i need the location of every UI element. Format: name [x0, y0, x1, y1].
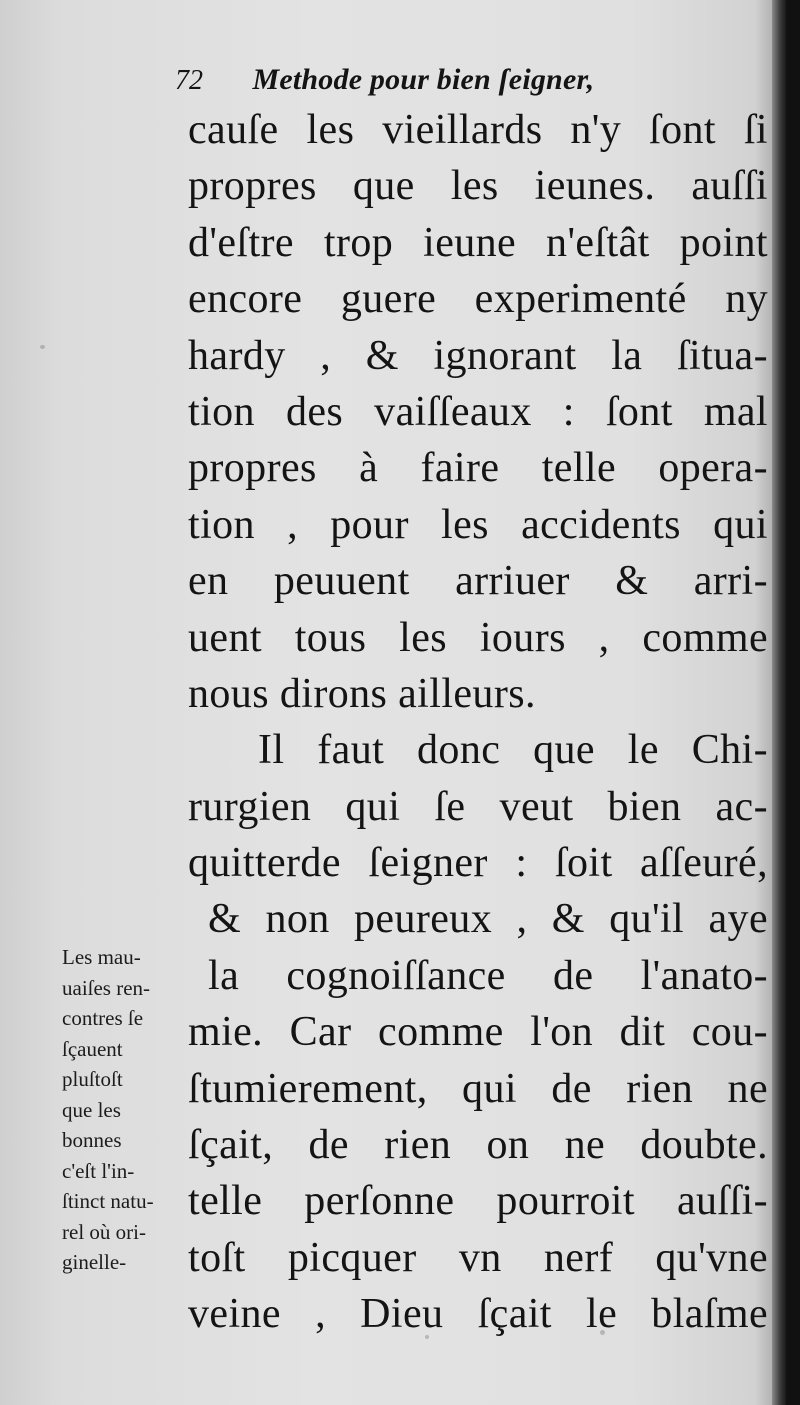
page-header	[175, 62, 594, 99]
text-line: la cognoiſſance de l'anato-	[208, 952, 768, 999]
book-spine-shadow	[772, 0, 786, 1405]
text-line: rurgien qui ſe veut bien ac-	[188, 783, 768, 830]
marginal-line: rel où ori-	[62, 1219, 146, 1244]
marginal-line: uaiſes ren-	[62, 975, 151, 1000]
text-line: toſt picquer vn nerf qu'vne	[188, 1234, 768, 1281]
text-line: ſçait, de rien on ne doubte.	[188, 1122, 768, 1169]
text-line: encore guere experimenté ny	[188, 276, 768, 323]
marginal-line: bonnes	[62, 1128, 122, 1152]
text-line: d'eſtre trop ieune n'eſtât point	[188, 219, 768, 266]
text-line: propres à faire telle opera-	[188, 445, 768, 492]
text-line: nous dirons ailleurs.	[188, 670, 536, 717]
text-line: propres que les ieunes. auſſi	[188, 163, 768, 210]
body-text	[188, 102, 768, 1343]
text-line: tion , pour les accidents qui	[188, 501, 768, 548]
marginal-note	[62, 942, 202, 1278]
marginal-line: que les	[62, 1097, 121, 1122]
marginal-line: c'eſt l'in-	[62, 1158, 135, 1183]
text-line: en peuuent arriuer & arri-	[188, 558, 768, 605]
text-line: cauſe les vieillards n'y ſont ſi	[188, 107, 768, 153]
text-line: ſtumierement, qui de rien ne	[188, 1065, 768, 1112]
marginal-line: ſçauent	[62, 1036, 123, 1061]
running-title: Methode pour bien ſeigner,	[252, 63, 595, 96]
paper-speck	[40, 345, 45, 349]
marginal-line: ginelle-	[62, 1250, 127, 1274]
text-line: hardy , & ignorant la ſitua-	[188, 332, 768, 379]
text-line: tion des vaiſſeaux : ſont mal	[188, 388, 768, 435]
text-line: quitterde ſeigner : ſoit aſſeuré,	[188, 840, 768, 887]
text-line: mie. Car comme l'on dit cou-	[188, 1009, 768, 1056]
text-line: telle perſonne pourroit auſſi-	[188, 1178, 768, 1225]
marginal-line: ſtinct natu-	[62, 1189, 154, 1213]
marginal-line: pluſtoſt	[62, 1067, 123, 1091]
marginal-line: Les mau-	[62, 945, 141, 969]
text-line: uent tous les iours , comme	[188, 614, 768, 661]
text-line: veine , Dieu ſçait le blaſme	[188, 1291, 768, 1338]
text-line: & non peureux , & qu'il aye	[208, 896, 768, 943]
marginal-line: contres ſe	[62, 1006, 144, 1030]
text-line: Il faut donc que le Chi-	[258, 727, 768, 774]
page-number: 72	[175, 65, 203, 96]
